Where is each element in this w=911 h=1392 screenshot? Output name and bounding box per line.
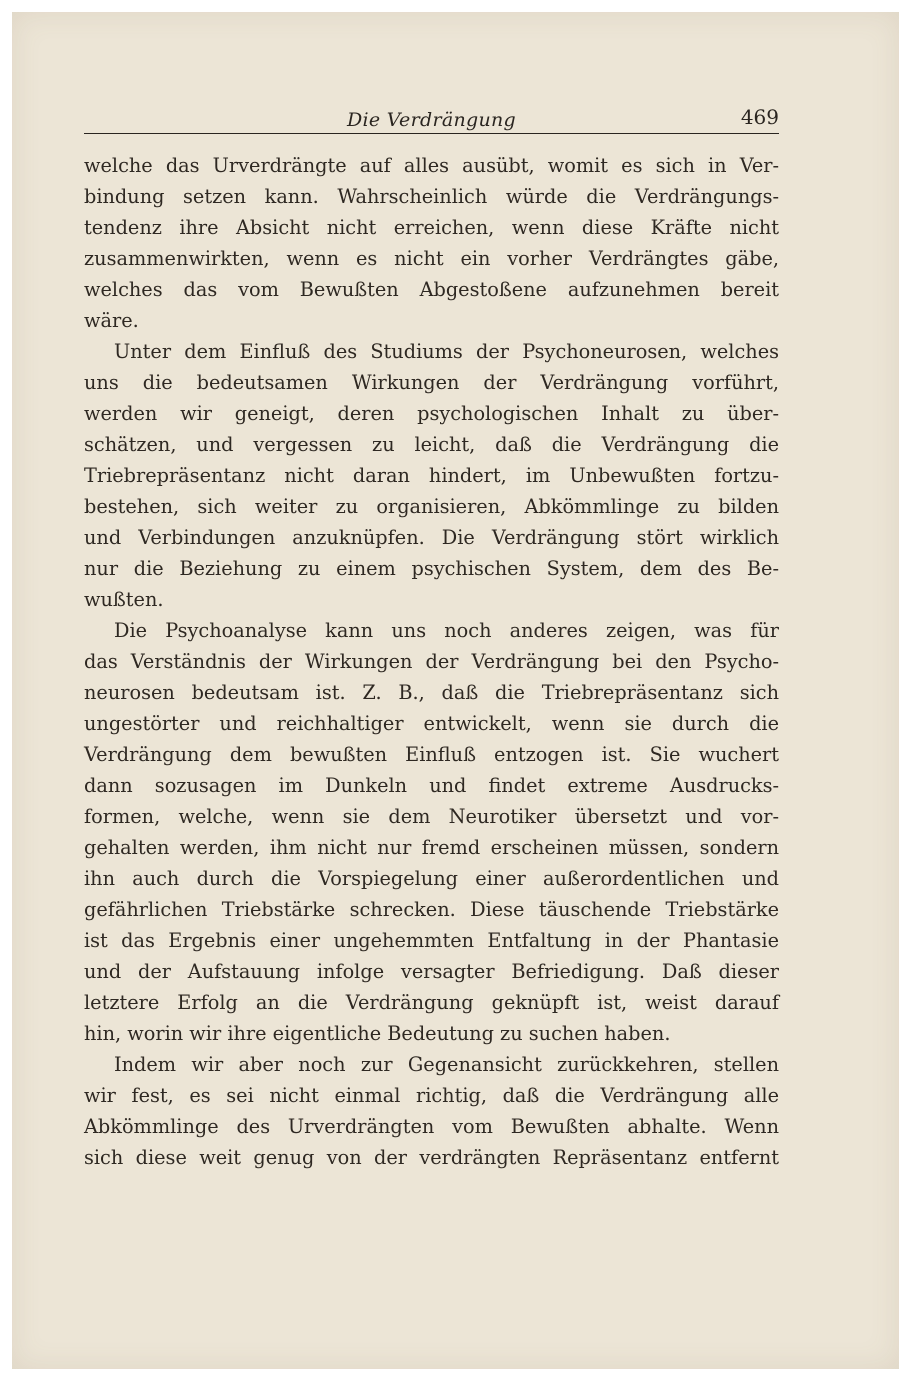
text-line: zusammenwirkten, wenn es nicht ein vorher Verdrängtes gäbe, bbox=[84, 247, 779, 270]
text-line: das Verständnis der Wirkungen der Verdrängung bei den Psycho- bbox=[84, 650, 779, 673]
text-line: bestehen, sich weiter zu organisieren, Abkömmlinge zu bilden bbox=[84, 495, 779, 518]
text-line: und der Aufstauung infolge versagter Befriedigung. Daß dieser bbox=[84, 960, 779, 983]
text-line: Abkömmlinge des Urverdrängten vom Bewußten abhalte. Wenn bbox=[84, 1115, 779, 1138]
text-line: nur die Beziehung zu einem psychischen System, dem des Be- bbox=[84, 557, 779, 580]
paragraph bbox=[84, 615, 779, 1049]
text-line: dann sozusagen im Dunkeln und findet extreme Ausdrucks- bbox=[84, 774, 779, 797]
text-line: Die Psychoanalyse kann uns noch anderes zeigen, was für bbox=[114, 619, 779, 642]
text-line: Verdrängung dem bewußten Einfluß entzogen ist. Sie wuchert bbox=[84, 743, 779, 766]
book-page bbox=[12, 12, 899, 1369]
text-line: Indem wir aber noch zur Gegenansicht zurückkehren, stellen bbox=[114, 1053, 779, 1076]
text-line: ihn auch durch die Vorspiegelung einer außerordentlichen und bbox=[84, 867, 779, 890]
text-line: gefährlichen Triebstärke schrecken. Diese täuschende Triebstärke bbox=[84, 898, 779, 921]
text-line: Triebrepräsentanz nicht daran hindert, im Unbewußten fortzu- bbox=[84, 464, 779, 487]
text-line: neurosen bedeutsam ist. Z. B., daß die Triebrepräsentanz sich bbox=[84, 681, 779, 704]
text-line: welche das Urverdrängte auf alles ausübt, womit es sich in Ver- bbox=[84, 154, 779, 177]
running-title: Die Verdrängung bbox=[346, 109, 516, 131]
text-line: ungestörter und reichhaltiger entwickelt, wenn sie durch die bbox=[84, 712, 779, 735]
text-line: bindung setzen kann. Wahrscheinlich würde die Verdrängungs- bbox=[84, 185, 779, 208]
running-header bbox=[84, 105, 779, 134]
text-line: welches das vom Bewußten Abgestoßene aufzunehmen bereit bbox=[84, 278, 779, 301]
text-line: uns die bedeutsamen Wirkungen der Verdrängung vorführt, bbox=[84, 371, 779, 394]
paragraph bbox=[84, 336, 779, 615]
text-line: letztere Erfolg an die Verdrängung geknüpft ist, weist darauf bbox=[84, 991, 779, 1014]
text-line: gehalten werden, ihm nicht nur fremd erscheinen müssen, sondern bbox=[84, 836, 779, 859]
paragraph bbox=[84, 150, 779, 336]
text-line: schätzen, und vergessen zu leicht, daß die Verdrängung die bbox=[84, 433, 779, 456]
text-line: ist das Ergebnis einer ungehemmten Entfaltung in der Phantasie bbox=[84, 929, 779, 952]
body-text bbox=[84, 150, 779, 1173]
text-line: hin, worin wir ihre eigentliche Bedeutung zu suchen haben. bbox=[84, 1022, 671, 1045]
text-line: wußten. bbox=[84, 588, 164, 611]
text-line: werden wir geneigt, deren psychologischen Inhalt zu über- bbox=[84, 402, 779, 425]
page-number: 469 bbox=[740, 105, 779, 129]
text-line: formen, welche, wenn sie dem Neurotiker übersetzt und vor- bbox=[84, 805, 779, 828]
text-line: Unter dem Einfluß des Studiums der Psychoneurosen, welches bbox=[114, 340, 779, 363]
text-line: wir fest, es sei nicht einmal richtig, daß die Verdrängung alle bbox=[84, 1084, 779, 1107]
text-line: sich diese weit genug von der verdrängten Repräsentanz entfernt bbox=[84, 1146, 779, 1169]
text-line: wäre. bbox=[84, 309, 139, 332]
text-line: und Verbindungen anzuknüpfen. Die Verdrängung stört wirklich bbox=[84, 526, 779, 549]
paragraph bbox=[84, 1049, 779, 1173]
text-line: tendenz ihre Absicht nicht erreichen, wenn diese Kräfte nicht bbox=[84, 216, 779, 239]
